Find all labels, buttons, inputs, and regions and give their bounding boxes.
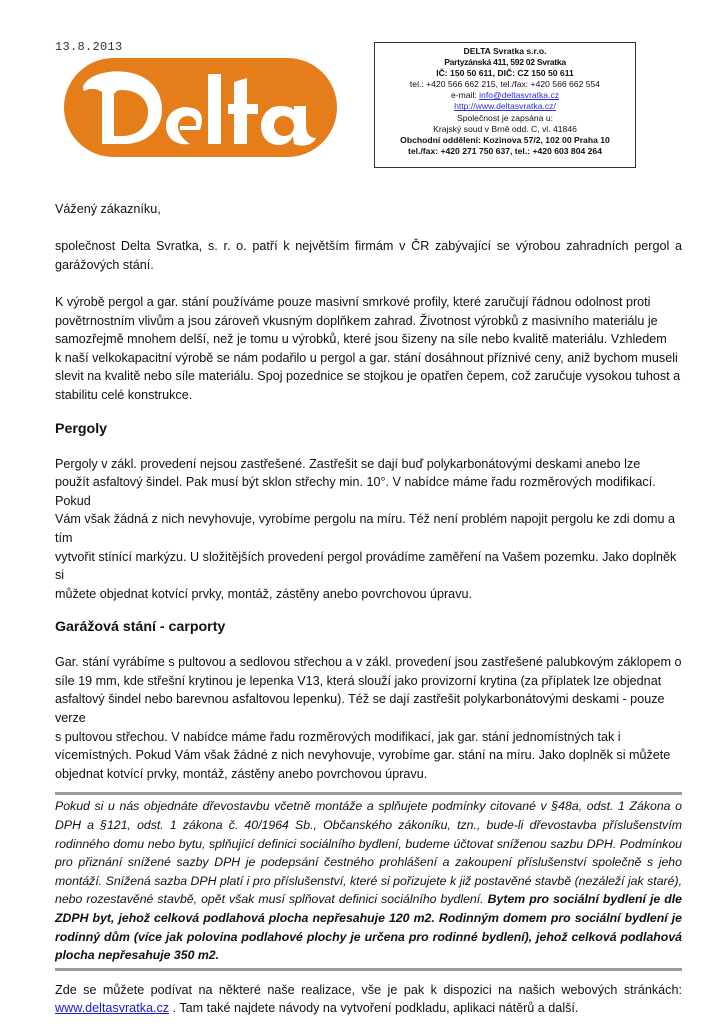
- text-line: vytvořit stínící markýzu. U složitějších provedení pergol provádíme zaměření na Vašem pozemku. Jako doplněk si: [55, 549, 677, 583]
- company-info-box: [374, 42, 636, 168]
- closing-tail: . Tam také najdete návody na vytvoření podkladu, aplikaci nátěrů a další.: [169, 1001, 579, 1016]
- company-ids: IČ: 150 50 611, DIČ: CZ 150 50 611: [436, 68, 574, 79]
- company-phones: tel.: +420 566 662 215, tel./fax: +420 566 662 554: [409, 79, 601, 90]
- registration-line-2: Krajský soud v Brně odd. C, vl. 41846: [433, 123, 577, 134]
- text-line: síle 19 mm, kde střešní krytinou je lepenka V13, která slouží jako provizorní krytina (za příplatek lze objednat: [55, 673, 662, 688]
- closing-text: Zde se můžete podívat na některé naše realizace, vše je pak k dispozici na našich webových stránkách:: [55, 982, 682, 997]
- website-link-footer[interactable]: www.deltasvratka.cz: [55, 1001, 170, 1016]
- email-link[interactable]: info@deltasvratka.cz: [479, 90, 560, 101]
- pergoly-paragraph: [55, 455, 682, 604]
- closing-paragraph: [55, 981, 682, 1018]
- carporty-paragraph: [55, 653, 682, 783]
- website-link[interactable]: http://www.deltasvratka.cz/: [454, 101, 556, 112]
- company-address: Partyzánská 411, 592 02 Svratka: [444, 57, 566, 68]
- company-name: DELTA Svratka s.r.o.: [463, 46, 547, 56]
- text-line: můžete objednat kotvící prvky, montáž, zástěny anebo povrchovou úpravu.: [55, 586, 472, 601]
- company-email-row: [375, 90, 635, 101]
- vat-legal-notice: [55, 792, 682, 970]
- intro-paragraph: společnost Delta Svratka, s. r. o. patří k největším firmám v ČR zabývající se výrobou zahradních pergol a garážových stání.: [55, 239, 682, 272]
- materials-paragraph: [55, 293, 682, 405]
- legal-bold-text: Bytem pro sociální bydlení je dle ZDPH byt, jehož celková podlahová plocha nepřesahuje 120 m2. Rodinným domem pro sociální bydlení je rodinný dům (více jak polovina podlahové plochy je určena pro rodinné bydlení), jehož celková podlahová plocha nepřesahuje 350 m2.: [55, 892, 682, 963]
- text-line: vícemístných. Pokud Vám však žádné z nich nevyhovuje, vyrobíme gar. stání na míru. Jako doplněk si můžete: [55, 748, 671, 763]
- text-line: asfaltový šindel nebo barevnou asfaltovou lepenku). Též se dají zastřešit polykarbonátovými deskami - pouze verze: [55, 692, 665, 726]
- delta-logo: [64, 58, 337, 157]
- document-date: 13.8.2013: [55, 40, 123, 54]
- heading-pergoly: Pergoly: [55, 420, 108, 437]
- text-line: Gar. stání vyrábíme s pultovou a sedlovou střechou a v zákl. provedení jsou zastřešené palubkovým záklopem o: [55, 655, 682, 670]
- text-line: objednat kotvící prvky, montáž, zástěny anebo povrchovou úpravu.: [55, 766, 428, 781]
- letter-body: [55, 200, 682, 1018]
- greeting: Vážený zákazníku,: [55, 202, 161, 216]
- legal-italic-text: Pokud si u nás objednáte dřevostavbu včetně montáže a splňujete podmínky citované v §48a, odst. 1 Zákona o DPH a §121, odst. 1 zákona č. 40/1964 Sb., Občanského zákoníku, tzn., bude-li dřevostavba příslušenstvím rodinného domu nebo bytu, splňující definici sociálního bydlení, budeme účtovat sníženou sazbu DPH. Podmínkou pro přiznání snížené sazby DPH je podepsání čestného prohlášení a zakoupení příslušenství společně s jeho montáží. Snížená sazba DPH platí i pro příslušenství, které si pořizujete k již postavěné stavbě (nezáleží jak staré), nebo rozestavěné stavbě, opět však musí splňovat definici sociálního bydlení.: [55, 799, 682, 907]
- text-line: s pultovou střechou. V nabídce máme řadu rozměrových modifikací, jak gar. stání jednomístných tak i: [55, 729, 621, 744]
- sales-phones: tel./fax: +420 271 750 637, tel.: +420 603 804 264: [408, 145, 602, 156]
- registration-line-1: Společnost je zapsána u:: [456, 112, 554, 123]
- text-line: slevit na kvalitě nebo síle materiálu. Spoj pozednice se stojkou je opatřen čepem, což zaručuje vysokou tuhost a: [55, 369, 681, 384]
- email-label: e-mail:: [450, 90, 480, 101]
- sales-office: Obchodní oddělení: Kozinova 57/2, 102 00 Praha 10: [400, 134, 610, 145]
- text-line: Pergoly v zákl. provedení nejsou zastřešené. Zastřešit se dají buď polykarbonátovými deskami anebo lze: [55, 456, 641, 471]
- text-line: povětrnostním vlivům a jsou zároveň vkusným doplňkem zahrad. Životnost výrobků z masivního materiálu je: [55, 313, 658, 328]
- text-line: Vám však žádná z nich nevyhovuje, vyrobíme pergolu na míru. Též není problém napojit pergolu ke zdi domu a tím: [55, 512, 675, 545]
- text-line: K výrobě pergol a gar. stání používáme pouze masivní smrkové profily, které zaručují řádnou odolnost proti: [55, 294, 651, 309]
- heading-carporty: Garážová stání - carporty: [55, 619, 226, 636]
- text-line: stabilitu celé konstrukce.: [55, 387, 193, 402]
- text-line: samozřejmě mnohem delší, než je tomu u výrobků, které jsou šizeny na síle nebo kvalitě materiálu. Vzhledem: [55, 332, 667, 347]
- text-line: k naší velkokapacitní výrobě se nám podařilo u pergol a gar. stání dosáhnout příznivé ceny, aniž bychom museli: [55, 350, 678, 365]
- text-line: použít asfaltový šindel. Pak musí být sklon střechy min. 10°. V nabídce máme řadu rozměrových modifikací. Pokud: [55, 475, 656, 508]
